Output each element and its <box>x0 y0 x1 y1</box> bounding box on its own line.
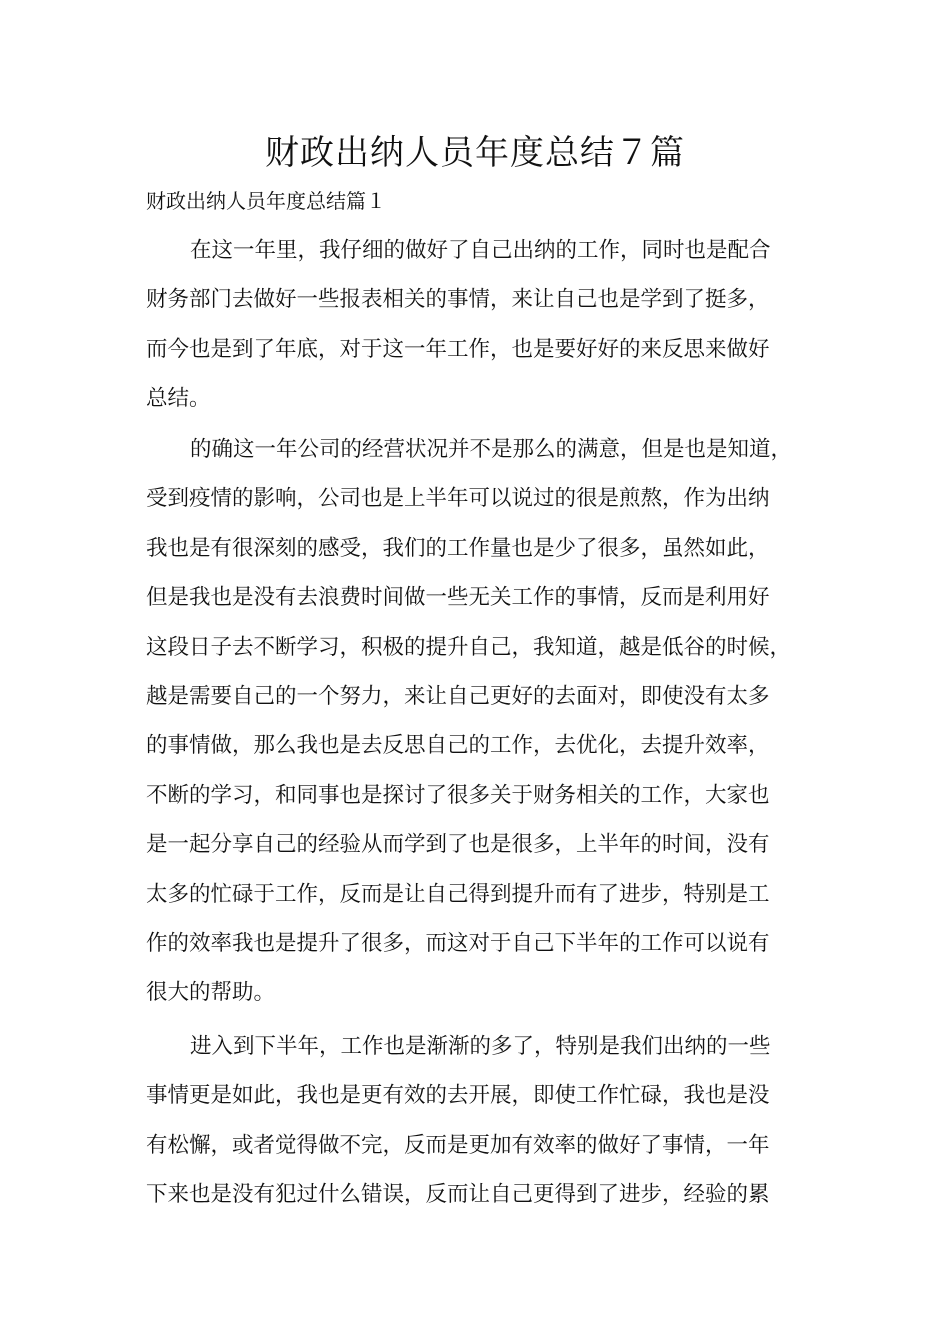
paragraph-line: 有松懈，或者觉得做不完，反而是更加有效率的做好了事情，一年 <box>146 1132 770 1158</box>
paragraph-line: 越是需要自己的一个努力，来让自己更好的去面对，即使没有太多 <box>146 683 770 709</box>
document-title: 财政出纳人员年度总结７篇 <box>265 133 685 173</box>
paragraph-line: 不断的学习，和同事也是探讨了很多关于财务相关的工作，大家也 <box>146 782 770 808</box>
paragraph-line: 事情更是如此，我也是更有效的去开展，即使工作忙碌，我也是没 <box>146 1083 770 1109</box>
paragraph-line: 但是我也是没有去浪费时间做一些无关工作的事情，反而是利用好 <box>146 585 770 611</box>
paragraph-line: 是一起分享自己的经验从而学到了也是很多，上半年的时间，没有 <box>146 832 770 858</box>
paragraph-line: 作的效率我也是提升了很多，而这对于自己下半年的工作可以说有 <box>146 930 770 956</box>
paragraph-line: 受到疫情的影响，公司也是上半年可以说过的很是煎熬，作为出纳 <box>146 486 770 512</box>
paragraph-line: 太多的忙碌于工作，反而是让自己得到提升而有了进步，特别是工 <box>146 881 770 907</box>
paragraph-line: 下来也是没有犯过什么错误，反而让自己更得到了进步，经验的累 <box>146 1182 770 1208</box>
paragraph-2 <box>146 425 836 1018</box>
paragraph-line: 总结。 <box>146 386 211 412</box>
paragraph-line: 进入到下半年，工作也是渐渐的多了，特别是我们出纳的一些 <box>190 1034 771 1059</box>
paragraph-line: 在这一年里，我仔细的做好了自己出纳的工作，同时也是配合 <box>190 238 771 263</box>
paragraph-line: 的确这一年公司的经营状况并不是那么的满意，但是也是知道， <box>190 437 793 462</box>
paragraph-line: 财务部门去做好一些报表相关的事情，来让自己也是学到了挺多， <box>146 287 770 313</box>
paragraph-line: 很大的帮助。 <box>146 980 276 1006</box>
paragraph-line: 我也是有很深刻的感受，我们的工作量也是少了很多，虽然如此， <box>146 535 770 561</box>
paragraph-line: 的事情做，那么我也是去反思自己的工作，去优化，去提升效率， <box>146 733 770 759</box>
paragraph-line: 这段日子去不断学习，积极的提升自己，我知道，越是低谷的时候， <box>146 634 792 660</box>
paragraph-line: 而今也是到了年底，对于这一年工作，也是要好好的来反思来做好 <box>146 336 770 362</box>
paragraph-1 <box>146 226 836 424</box>
section-heading: 财政出纳人员年度总结篇１ <box>146 189 386 213</box>
paragraph-3 <box>146 1022 836 1220</box>
